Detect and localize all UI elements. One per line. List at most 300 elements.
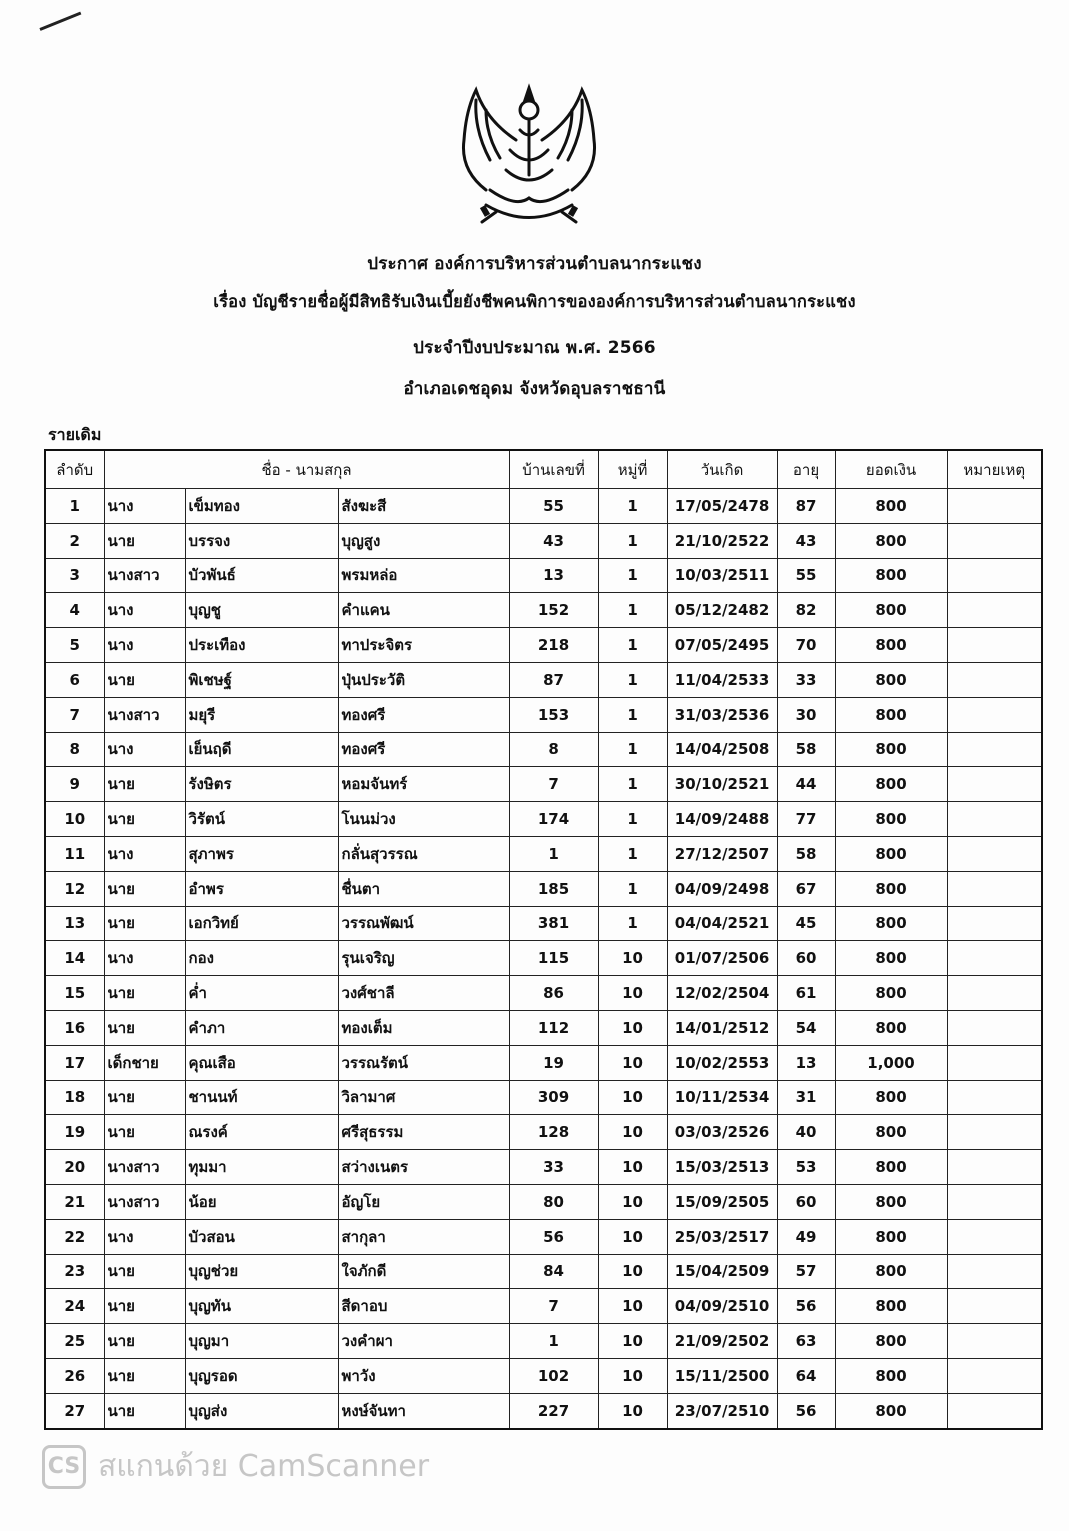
row-remark xyxy=(947,836,1042,871)
row-house-no: 33 xyxy=(509,1150,598,1185)
row-birth-date: 12/02/2504 xyxy=(667,976,777,1011)
row-amount: 800 xyxy=(835,1150,947,1185)
row-no: 23 xyxy=(45,1254,104,1289)
row-house-no: 112 xyxy=(509,1010,598,1045)
row-first-name: ค่ำ xyxy=(185,976,338,1011)
row-no: 9 xyxy=(45,767,104,802)
row-age: 58 xyxy=(777,732,835,767)
beneficiary-table xyxy=(44,449,1043,1430)
row-birth-date: 30/10/2521 xyxy=(667,767,777,802)
row-age: 31 xyxy=(777,1080,835,1115)
row-remark xyxy=(947,628,1042,663)
garuda-emblem-icon xyxy=(446,80,612,228)
watermark-text: สแกนด้วย CamScanner xyxy=(98,1449,430,1484)
row-birth-date: 05/12/2482 xyxy=(667,593,777,628)
row-age: 40 xyxy=(777,1115,835,1150)
row-prefix: นาย xyxy=(104,662,185,697)
row-village: 10 xyxy=(598,1080,667,1115)
row-age: 30 xyxy=(777,697,835,732)
row-house-no: 86 xyxy=(509,976,598,1011)
row-last-name: ชื่นตา xyxy=(338,871,509,906)
row-last-name: สังฆะสี xyxy=(338,489,509,524)
row-prefix: นาง xyxy=(104,628,185,663)
row-village: 1 xyxy=(598,489,667,524)
row-no: 25 xyxy=(45,1324,104,1359)
row-birth-date: 10/03/2511 xyxy=(667,558,777,593)
row-remark xyxy=(947,558,1042,593)
table-row xyxy=(45,1219,1042,1254)
row-amount: 1,000 xyxy=(835,1045,947,1080)
row-remark xyxy=(947,662,1042,697)
row-village: 1 xyxy=(598,628,667,663)
row-no: 5 xyxy=(45,628,104,663)
col-header-no: ลำดับ xyxy=(45,450,104,489)
row-prefix: นาย xyxy=(104,1358,185,1393)
row-birth-date: 25/03/2517 xyxy=(667,1219,777,1254)
row-remark xyxy=(947,523,1042,558)
row-birth-date: 14/09/2488 xyxy=(667,802,777,837)
row-birth-date: 10/11/2534 xyxy=(667,1080,777,1115)
row-no: 15 xyxy=(45,976,104,1011)
row-remark xyxy=(947,767,1042,802)
row-house-no: 185 xyxy=(509,871,598,906)
row-no: 17 xyxy=(45,1045,104,1080)
row-first-name: เอกวิทย์ xyxy=(185,906,338,941)
row-last-name: วงศ์ชาลี xyxy=(338,976,509,1011)
row-no: 10 xyxy=(45,802,104,837)
table-body xyxy=(45,489,1042,1429)
row-first-name: กอง xyxy=(185,941,338,976)
row-remark xyxy=(947,871,1042,906)
row-remark xyxy=(947,1184,1042,1219)
table-row xyxy=(45,558,1042,593)
row-village: 10 xyxy=(598,1393,667,1428)
row-house-no: 174 xyxy=(509,802,598,837)
fiscal-year: ประจำปีงบประมาณ พ.ศ. 2566 xyxy=(413,338,656,358)
row-last-name: พาวัง xyxy=(338,1358,509,1393)
row-first-name: มยุรี xyxy=(185,697,338,732)
row-birth-date: 10/02/2553 xyxy=(667,1045,777,1080)
row-birth-date: 04/09/2498 xyxy=(667,871,777,906)
row-age: 77 xyxy=(777,802,835,837)
row-prefix: นาย xyxy=(104,906,185,941)
row-amount: 800 xyxy=(835,1324,947,1359)
pen-mark xyxy=(39,12,81,31)
table-row xyxy=(45,593,1042,628)
row-birth-date: 04/04/2521 xyxy=(667,906,777,941)
row-prefix: นาย xyxy=(104,1115,185,1150)
row-house-no: 55 xyxy=(509,489,598,524)
row-remark xyxy=(947,1254,1042,1289)
row-remark xyxy=(947,1219,1042,1254)
row-last-name: ทองเต็ม xyxy=(338,1010,509,1045)
row-remark xyxy=(947,1393,1042,1428)
camscanner-logo-icon: CS xyxy=(42,1445,86,1489)
row-amount: 800 xyxy=(835,1080,947,1115)
row-birth-date: 23/07/2510 xyxy=(667,1393,777,1428)
row-age: 49 xyxy=(777,1219,835,1254)
row-age: 53 xyxy=(777,1150,835,1185)
row-no: 20 xyxy=(45,1150,104,1185)
camscanner-watermark xyxy=(42,1443,429,1490)
col-header-remark: หมายเหตุ xyxy=(947,450,1042,489)
col-header-amount: ยอดเงิน xyxy=(835,450,947,489)
row-prefix: นาง xyxy=(104,593,185,628)
row-amount: 800 xyxy=(835,941,947,976)
row-birth-date: 14/01/2512 xyxy=(667,1010,777,1045)
row-last-name: วรรณพัฒน์ xyxy=(338,906,509,941)
table-row xyxy=(45,732,1042,767)
row-age: 67 xyxy=(777,871,835,906)
col-header-house-no: บ้านเลขที่ xyxy=(509,450,598,489)
row-village: 1 xyxy=(598,593,667,628)
row-birth-date: 21/10/2522 xyxy=(667,523,777,558)
row-house-no: 309 xyxy=(509,1080,598,1115)
row-prefix: นาย xyxy=(104,871,185,906)
col-header-name: ชื่อ - นามสกุล xyxy=(104,450,509,489)
row-no: 6 xyxy=(45,662,104,697)
row-remark xyxy=(947,1324,1042,1359)
row-house-no: 227 xyxy=(509,1393,598,1428)
row-prefix: นาย xyxy=(104,1393,185,1428)
row-prefix: นาง xyxy=(104,836,185,871)
table-row xyxy=(45,802,1042,837)
col-header-age: อายุ xyxy=(777,450,835,489)
row-first-name: บัวสอน xyxy=(185,1219,338,1254)
row-amount: 800 xyxy=(835,1254,947,1289)
row-prefix: นาย xyxy=(104,1324,185,1359)
row-no: 11 xyxy=(45,836,104,871)
table-row xyxy=(45,1324,1042,1359)
row-remark xyxy=(947,941,1042,976)
row-prefix: นางสาว xyxy=(104,1184,185,1219)
row-age: 56 xyxy=(777,1289,835,1324)
row-no: 2 xyxy=(45,523,104,558)
row-house-no: 13 xyxy=(509,558,598,593)
row-last-name: อัญโย xyxy=(338,1184,509,1219)
row-no: 1 xyxy=(45,489,104,524)
row-prefix: เด็กชาย xyxy=(104,1045,185,1080)
row-no: 13 xyxy=(45,906,104,941)
row-age: 58 xyxy=(777,836,835,871)
row-birth-date: 15/11/2500 xyxy=(667,1358,777,1393)
row-prefix: นาย xyxy=(104,976,185,1011)
row-village: 1 xyxy=(598,871,667,906)
row-first-name: รังษิตร xyxy=(185,767,338,802)
row-age: 55 xyxy=(777,558,835,593)
row-prefix: นาย xyxy=(104,1254,185,1289)
row-house-no: 128 xyxy=(509,1115,598,1150)
row-remark xyxy=(947,906,1042,941)
row-remark xyxy=(947,732,1042,767)
row-village: 10 xyxy=(598,976,667,1011)
row-remark xyxy=(947,802,1042,837)
row-first-name: อำพร xyxy=(185,871,338,906)
row-last-name: ใจภักดี xyxy=(338,1254,509,1289)
row-last-name: วิลามาศ xyxy=(338,1080,509,1115)
row-village: 10 xyxy=(598,1115,667,1150)
row-first-name: บรรจง xyxy=(185,523,338,558)
table-row xyxy=(45,489,1042,524)
row-village: 1 xyxy=(598,802,667,837)
row-village: 10 xyxy=(598,1289,667,1324)
row-remark xyxy=(947,1045,1042,1080)
row-house-no: 152 xyxy=(509,593,598,628)
row-birth-date: 21/09/2502 xyxy=(667,1324,777,1359)
table-header-row xyxy=(45,450,1042,489)
row-first-name: สุภาพร xyxy=(185,836,338,871)
row-last-name: สว่างเนตร xyxy=(338,1150,509,1185)
row-first-name: บุญมา xyxy=(185,1324,338,1359)
row-age: 64 xyxy=(777,1358,835,1393)
row-house-no: 381 xyxy=(509,906,598,941)
table-row xyxy=(45,1080,1042,1115)
row-remark xyxy=(947,1010,1042,1045)
row-village: 10 xyxy=(598,1219,667,1254)
table-row xyxy=(45,1010,1042,1045)
row-amount: 800 xyxy=(835,1184,947,1219)
row-house-no: 115 xyxy=(509,941,598,976)
row-house-no: 153 xyxy=(509,697,598,732)
row-remark xyxy=(947,976,1042,1011)
row-amount: 800 xyxy=(835,1289,947,1324)
row-last-name: รุนเจริญ xyxy=(338,941,509,976)
row-first-name: บุญส่ง xyxy=(185,1393,338,1428)
row-village: 1 xyxy=(598,732,667,767)
row-house-no: 1 xyxy=(509,1324,598,1359)
row-amount: 800 xyxy=(835,1393,947,1428)
row-birth-date: 04/09/2510 xyxy=(667,1289,777,1324)
row-house-no: 218 xyxy=(509,628,598,663)
row-house-no: 7 xyxy=(509,1289,598,1324)
row-age: 61 xyxy=(777,976,835,1011)
row-amount: 800 xyxy=(835,871,947,906)
row-first-name: เย็นฤดี xyxy=(185,732,338,767)
row-last-name: พรมหล่อ xyxy=(338,558,509,593)
table-row xyxy=(45,1393,1042,1428)
row-remark xyxy=(947,593,1042,628)
row-first-name: บุญชู xyxy=(185,593,338,628)
row-village: 1 xyxy=(598,558,667,593)
row-last-name: บุญสูง xyxy=(338,523,509,558)
row-age: 56 xyxy=(777,1393,835,1428)
row-house-no: 43 xyxy=(509,523,598,558)
row-birth-date: 14/04/2508 xyxy=(667,732,777,767)
table-row xyxy=(45,1254,1042,1289)
row-last-name: วรรณรัตน์ xyxy=(338,1045,509,1080)
row-last-name: คำแคน xyxy=(338,593,509,628)
row-amount: 800 xyxy=(835,593,947,628)
table-row xyxy=(45,1358,1042,1393)
table-row xyxy=(45,523,1042,558)
row-amount: 800 xyxy=(835,558,947,593)
row-no: 3 xyxy=(45,558,104,593)
row-village: 10 xyxy=(598,1358,667,1393)
row-village: 1 xyxy=(598,906,667,941)
row-birth-date: 15/03/2513 xyxy=(667,1150,777,1185)
row-prefix: นาย xyxy=(104,1010,185,1045)
row-no: 7 xyxy=(45,697,104,732)
row-birth-date: 17/05/2478 xyxy=(667,489,777,524)
row-remark xyxy=(947,1150,1042,1185)
row-first-name: น้อย xyxy=(185,1184,338,1219)
row-village: 10 xyxy=(598,941,667,976)
row-prefix: นาย xyxy=(104,802,185,837)
row-prefix: นาย xyxy=(104,1080,185,1115)
row-age: 57 xyxy=(777,1254,835,1289)
row-no: 19 xyxy=(45,1115,104,1150)
row-last-name: สากุลา xyxy=(338,1219,509,1254)
row-prefix: นาย xyxy=(104,767,185,802)
row-house-no: 102 xyxy=(509,1358,598,1393)
row-remark xyxy=(947,489,1042,524)
row-house-no: 7 xyxy=(509,767,598,802)
row-no: 26 xyxy=(45,1358,104,1393)
row-prefix: นาง xyxy=(104,941,185,976)
row-village: 1 xyxy=(598,767,667,802)
row-last-name: วงคำผา xyxy=(338,1324,509,1359)
row-last-name: ทองศรี xyxy=(338,732,509,767)
row-first-name: บุญรอด xyxy=(185,1358,338,1393)
row-amount: 800 xyxy=(835,489,947,524)
row-first-name: พิเชษฐ์ xyxy=(185,662,338,697)
row-age: 33 xyxy=(777,662,835,697)
table-row xyxy=(45,836,1042,871)
row-amount: 800 xyxy=(835,523,947,558)
row-amount: 800 xyxy=(835,767,947,802)
announcement-title: ประกาศ องค์การบริหารส่วนตำบลนากระแชง xyxy=(367,254,702,274)
table-row xyxy=(45,628,1042,663)
row-first-name: วิรัตน์ xyxy=(185,802,338,837)
row-first-name: ทุมมา xyxy=(185,1150,338,1185)
row-amount: 800 xyxy=(835,906,947,941)
table-row xyxy=(45,871,1042,906)
row-amount: 800 xyxy=(835,662,947,697)
table-row xyxy=(45,1289,1042,1324)
row-village: 10 xyxy=(598,1150,667,1185)
row-first-name: ประเทือง xyxy=(185,628,338,663)
row-amount: 800 xyxy=(835,976,947,1011)
row-house-no: 84 xyxy=(509,1254,598,1289)
table-row xyxy=(45,941,1042,976)
row-amount: 800 xyxy=(835,836,947,871)
row-remark xyxy=(947,1358,1042,1393)
row-age: 60 xyxy=(777,1184,835,1219)
row-first-name: บุญทัน xyxy=(185,1289,338,1324)
row-no: 8 xyxy=(45,732,104,767)
row-age: 63 xyxy=(777,1324,835,1359)
row-prefix: นาย xyxy=(104,1289,185,1324)
row-prefix: นาง xyxy=(104,732,185,767)
row-house-no: 56 xyxy=(509,1219,598,1254)
row-age: 87 xyxy=(777,489,835,524)
row-last-name: สีดาอบ xyxy=(338,1289,509,1324)
row-village: 1 xyxy=(598,836,667,871)
table-row xyxy=(45,662,1042,697)
row-remark xyxy=(947,1289,1042,1324)
row-no: 16 xyxy=(45,1010,104,1045)
row-amount: 800 xyxy=(835,1010,947,1045)
row-age: 45 xyxy=(777,906,835,941)
row-first-name: คุณเสือ xyxy=(185,1045,338,1080)
table-row xyxy=(45,1150,1042,1185)
table-row xyxy=(45,906,1042,941)
table-row xyxy=(45,1184,1042,1219)
row-age: 43 xyxy=(777,523,835,558)
row-house-no: 1 xyxy=(509,836,598,871)
row-first-name: เข็มทอง xyxy=(185,489,338,524)
row-first-name: บัวพันธ์ xyxy=(185,558,338,593)
row-prefix: นาง xyxy=(104,489,185,524)
row-village: 1 xyxy=(598,697,667,732)
row-village: 1 xyxy=(598,523,667,558)
row-remark xyxy=(947,1115,1042,1150)
row-village: 10 xyxy=(598,1010,667,1045)
row-no: 27 xyxy=(45,1393,104,1428)
row-birth-date: 15/09/2505 xyxy=(667,1184,777,1219)
row-amount: 800 xyxy=(835,802,947,837)
row-amount: 800 xyxy=(835,1219,947,1254)
row-birth-date: 27/12/2507 xyxy=(667,836,777,871)
row-last-name: ปุ่นประวัติ xyxy=(338,662,509,697)
row-prefix: นาย xyxy=(104,523,185,558)
row-birth-date: 31/03/2536 xyxy=(667,697,777,732)
row-prefix: นางสาว xyxy=(104,697,185,732)
row-village: 1 xyxy=(598,662,667,697)
row-house-no: 87 xyxy=(509,662,598,697)
table-row xyxy=(45,767,1042,802)
row-village: 10 xyxy=(598,1254,667,1289)
section-label: รายเดิม xyxy=(48,425,102,444)
row-last-name: ทาประจิตร xyxy=(338,628,509,663)
announcement-subject: เรื่อง บัญชีรายชื่อผู้มีสิทธิรับเงินเบี้ยยังชีพคนพิการขององค์การบริหารส่วนตำบลนากระแชง xyxy=(213,292,856,311)
row-first-name: บุญช่วย xyxy=(185,1254,338,1289)
col-header-village: หมู่ที่ xyxy=(598,450,667,489)
row-remark xyxy=(947,1080,1042,1115)
row-last-name: หงษ์จันทา xyxy=(338,1393,509,1428)
location: อำเภอเดชอุดม จังหวัดอุบลราชธานี xyxy=(403,379,666,399)
table-row xyxy=(45,1045,1042,1080)
row-age: 70 xyxy=(777,628,835,663)
row-age: 13 xyxy=(777,1045,835,1080)
table-row xyxy=(45,1115,1042,1150)
row-birth-date: 07/05/2495 xyxy=(667,628,777,663)
row-house-no: 8 xyxy=(509,732,598,767)
row-age: 60 xyxy=(777,941,835,976)
row-amount: 800 xyxy=(835,1358,947,1393)
row-village: 10 xyxy=(598,1324,667,1359)
row-age: 44 xyxy=(777,767,835,802)
row-no: 21 xyxy=(45,1184,104,1219)
row-remark xyxy=(947,697,1042,732)
row-age: 54 xyxy=(777,1010,835,1045)
row-birth-date: 11/04/2533 xyxy=(667,662,777,697)
col-header-birth-date: วันเกิด xyxy=(667,450,777,489)
row-prefix: นาง xyxy=(104,1219,185,1254)
row-first-name: ณรงค์ xyxy=(185,1115,338,1150)
row-age: 82 xyxy=(777,593,835,628)
table-row xyxy=(45,976,1042,1011)
row-last-name: กลั่นสุวรรณ xyxy=(338,836,509,871)
row-last-name: โนนม่วง xyxy=(338,802,509,837)
row-birth-date: 15/04/2509 xyxy=(667,1254,777,1289)
row-no: 18 xyxy=(45,1080,104,1115)
row-no: 24 xyxy=(45,1289,104,1324)
table-row xyxy=(45,697,1042,732)
row-first-name: ชานนท์ xyxy=(185,1080,338,1115)
row-last-name: หอมจันทร์ xyxy=(338,767,509,802)
row-first-name: คำภา xyxy=(185,1010,338,1045)
